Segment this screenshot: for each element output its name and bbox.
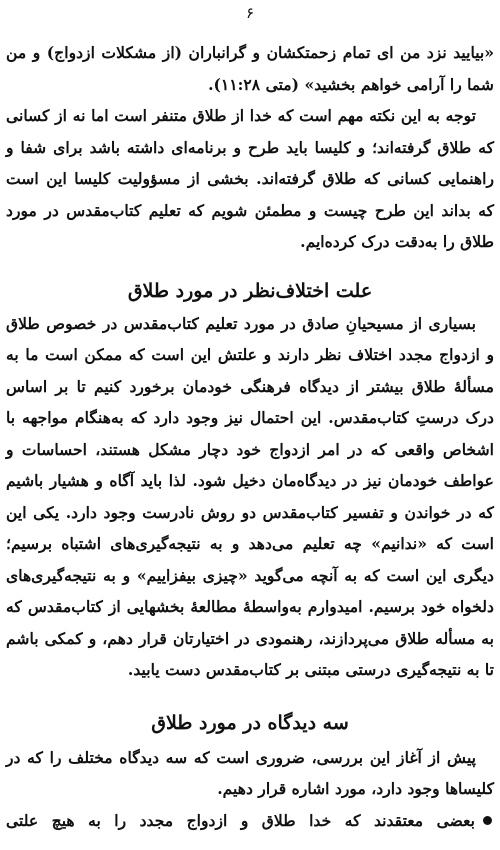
list-item [6, 805, 494, 837]
document-page [6, 0, 494, 850]
bullet-icon [483, 816, 492, 825]
list-item-text: بعضی معتقدند که خدا طلاق و ازدواج مجدد را به هیچ علتی [6, 810, 475, 830]
section-disagreement-paragraph: بسیاری از مسیحیانِ صادق در مورد تعلیم کتاب‌مقدس در خصوص طلاق و ازدواج مجدد اختلاف نظر دارند و علتش این است که ممکن است ما به مسألهٔ طلاق بیشتر از دیدگاه فرهنگی خودمان برخورد کنیم تا بر اساس درک درستِ کتاب‌مقدس. این احتمال نیز وجود دارد که به‌هنگام مواجهه با اشخاص واقعی که در امر ازدواج خود دچار مشکل هستند، احساسات و عواطف خودمان نیز در دیدگاه‌مان دخیل شود. لذا باید آگاه و هشیار باشیم که در خواندن و تفسیر کتاب‌مقدس دو روش نادرست وجود دارد. یکی این است که «ندانیم» چه تعلیم می‌دهد و به نتیجه‌گیری‌های اشتباه برسیم؛ دیگری این است که به آنچه می‌گوید «چیزی بیفزاییم» و به نتیجه‌گیری‌های دلخواه خود برسیم. امیدوارم به‌واسطهٔ مطالعهٔ بخشهایی از کتاب‌مقدس که به مسأله طلاق می‌پردازند، رهنمودی در اختیارتان قرار دهم، و کمکی باشم تا به نتیجه‌گیری درستی مبتنی بر کتاب‌مقدس دست یابید. [6, 313, 494, 679]
section-heading-three-views: سه دیدگاه در مورد طلاق [151, 711, 349, 734]
section-heading-disagreement: علت اختلاف‌نظر در مورد طلاق [127, 279, 373, 302]
section-three-views-paragraph: پیش از آغاز این بررسی، ضروری است که سه دیدگاه مختلف را که در کلیساها وجود دارد، مورد اشاره قرار دهیم. [6, 747, 494, 798]
intro-paragraph: توجه به این نکته مهم است که خدا از طلاق متنفر است اما نه از کسانی که طلاق گرفته‌اند؛ و کلیسا باید طرح و برنامه‌ای داشته باشد برای شفا و راهنمایی کسانی که طلاق گرفته‌اند. بخشی از مسؤولیت کلیسا این است که بداند این طرح چیست و مطمئن شویم که تعلیم کتاب‌مقدس در مورد طلاق را به‌دقت درک کرده‌ایم. [6, 106, 494, 251]
page-number: ۶ [245, 4, 255, 22]
intro-quote-paragraph: «بیایید نزد من ای تمام زحمتکشان و گرانباران (از مشکلات ازدواج) و من شما را آرامی خواهم بخشید» (متی ۱۱:۲۸). [6, 43, 494, 94]
